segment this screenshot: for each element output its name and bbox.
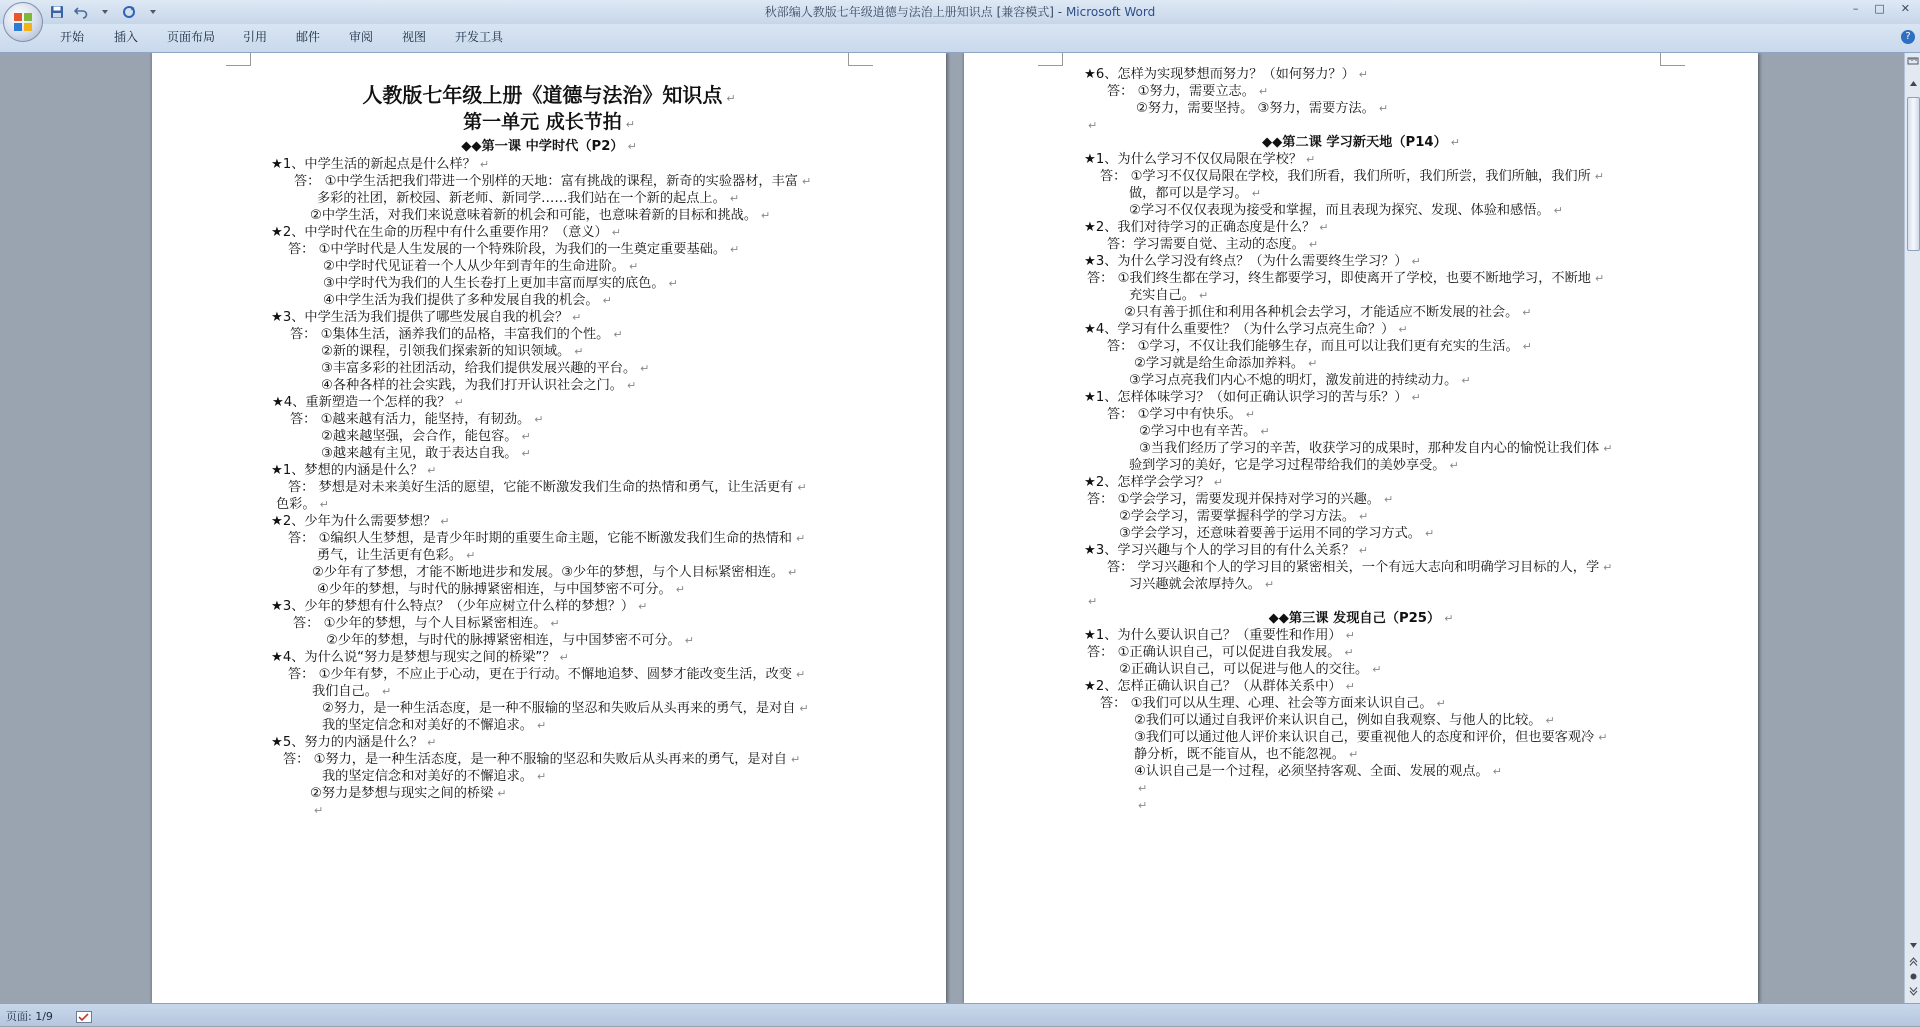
paragraph-mark: ↵ — [668, 277, 678, 290]
line-text: ★3、为什么学习没有终点？（为什么需要终生学习？） — [1084, 254, 1408, 269]
paragraph-mark: ↵ — [1553, 204, 1563, 217]
line-text: ③学会学习，还意味着要善于运用不同的学习方式。 — [1119, 526, 1421, 541]
title-bar — [0, 0, 1920, 24]
line-text: ②少年有了梦想，才能不断地进步和发展。③少年的梦想，与个人目标紧密相连。 — [312, 565, 785, 580]
line-text: 答： ①越来越有活力，能坚持，有韧劲。 — [290, 412, 531, 427]
office-logo-icon — [13, 12, 33, 32]
paragraph-mark: ↵ — [1308, 357, 1318, 370]
line-text: ★2、我们对待学习的正确态度是什么？ — [1084, 220, 1316, 235]
paragraph-mark: ↵ — [1264, 578, 1275, 591]
paragraph-mark: ↵ — [795, 532, 806, 545]
paragraph-mark: ↵ — [1398, 323, 1408, 336]
line-text: 答： ①正确认识自己，可以促进自我发展。 — [1087, 645, 1341, 660]
line-text: ★2、怎样正确认识自己？（从群体关系中） — [1084, 679, 1342, 694]
line-text: 答： ①少年有梦，不应止于心动，更在于行动。不懈地追梦、圆梦才能改变生活，改变 — [288, 667, 792, 682]
paragraph-mark: ↵ — [613, 328, 623, 341]
line-text: 答： ①少年的梦想，与个人目标紧密相连。 — [293, 616, 547, 631]
crop-mark — [226, 53, 251, 66]
vertical-scrollbar[interactable] — [1904, 53, 1920, 1003]
paragraph-mark: ↵ — [1138, 782, 1148, 795]
paragraph-mark: ↵ — [521, 430, 531, 443]
line-text: 答： ①中学时代是人生发展的一个特殊阶段，为我们的一生奠定重要基础。 — [288, 242, 727, 257]
paragraph-mark: ↵ — [730, 243, 740, 256]
paragraph-mark: ↵ — [1349, 748, 1359, 761]
paragraph-mark: ↵ — [574, 345, 584, 358]
paragraph-mark: ↵ — [534, 413, 544, 426]
line-text: ②努力是梦想与现实之间的桥梁 — [310, 786, 494, 801]
line-text: ★5、努力的内涵是什么？ — [271, 735, 424, 750]
line-text: ④中学生活为我们提供了多种发展自我的机会。 — [323, 293, 599, 308]
paragraph-mark: ↵ — [1345, 629, 1355, 642]
line-text: 答： ①我们终生都在学习，终生都要学习，即使离开了学校，也要不断地学习，不断地 — [1087, 271, 1591, 286]
tab-mailings[interactable]: 邮件 — [296, 30, 321, 44]
paragraph-mark: ↵ — [314, 804, 324, 817]
paragraph-mark: ↵ — [1213, 476, 1223, 489]
paragraph-mark: ↵ — [1358, 68, 1368, 81]
line-text: 色彩。 — [276, 497, 316, 512]
app-name: Microsoft Word — [1065, 5, 1156, 19]
text-line[interactable] — [1136, 99, 1388, 119]
text-line[interactable] — [1134, 762, 1502, 782]
line-text: 答： ①努力，是一种生活态度，是一种不服输的坚忍和失败后从头再来的勇气，是对自 — [283, 752, 787, 767]
line-text: 答： ①学习，不仅让我们能够生存，而且可以让我们更有充实的生活。 — [1107, 339, 1519, 354]
line-text: ②越来越坚强，会合作，能包容。 — [321, 429, 518, 444]
line-text: 我的坚定信念和对美好的不懈追求。 — [322, 769, 533, 784]
paragraph-mark: ↵ — [427, 736, 437, 749]
proofing-icon[interactable] — [76, 1008, 92, 1020]
line-text: ②中学生活，对我们来说意味着新的机会和可能，也意味着新的目标和挑战。 — [310, 208, 758, 223]
line-text: ③当我们经历了学习的辛苦，收获学习的成果时，那种发自内心的愉悦让我们体 — [1139, 441, 1600, 456]
line-text: 静分析，既不能盲从，也不能忽视。 — [1134, 747, 1345, 762]
line-text: ③越来越有主见，敢于表达自我。 — [321, 446, 518, 461]
document-heading[interactable] — [152, 83, 946, 111]
line-text: ★3、学习兴趣与个人的学习目的有什么关系？ — [1084, 543, 1355, 558]
paragraph-mark: ↵ — [559, 651, 569, 664]
paragraph-mark: ↵ — [1461, 374, 1471, 387]
line-text: ★2、少年为什么需要梦想？ — [271, 514, 437, 529]
line-text: ③丰富多彩的社团活动，给我们提供发展兴趣的平台。 — [321, 361, 637, 376]
paragraph-mark: ↵ — [1522, 306, 1532, 319]
line-text: ★1、为什么要认识自己？（重要性和作用） — [1084, 628, 1342, 643]
line-text: 答： 梦想是对未来美好生活的愿望，它能不断激发我们生命的热情和勇气，让生活更有 — [288, 480, 794, 495]
paragraph-mark: ↵ — [625, 118, 635, 131]
text-line[interactable] — [1129, 575, 1274, 595]
scroll-thumb[interactable] — [1907, 97, 1920, 251]
previous-page-button[interactable] — [1906, 957, 1920, 971]
paragraph-mark: ↵ — [790, 753, 801, 766]
paragraph-mark: ↵ — [1603, 561, 1613, 574]
paragraph-mark: ↵ — [799, 702, 809, 715]
line-text: 答： ①努力，需要立志。 — [1107, 84, 1255, 99]
ruler-icon — [1907, 55, 1919, 67]
line-text: ②努力，需要坚持。 ③努力，需要方法。 — [1136, 101, 1375, 116]
window-title — [0, 3, 1920, 20]
paragraph-mark: ↵ — [1411, 255, 1421, 268]
line-text: ◆◆第一课 中学时代（P2） — [461, 139, 624, 154]
paragraph-mark: ↵ — [761, 209, 771, 222]
line-text: ②学习中也有辛苦。 — [1139, 424, 1257, 439]
line-text: 习兴趣就会浓厚持久。 — [1129, 577, 1261, 592]
paragraph-mark: ↵ — [638, 600, 648, 613]
paragraph-mark: ↵ — [788, 566, 798, 579]
select-browse-object-button[interactable] — [1906, 972, 1920, 986]
paragraph-mark: ↵ — [626, 379, 637, 392]
paragraph-mark: ↵ — [521, 447, 531, 460]
close-button[interactable]: ✕ — [1900, 2, 1910, 15]
tab-insert[interactable]: 插入 — [114, 30, 139, 44]
paragraph-mark: ↵ — [1345, 680, 1355, 693]
paragraph-mark: ↵ — [454, 396, 464, 409]
paragraph-mark: ↵ — [1411, 391, 1421, 404]
document-heading[interactable] — [152, 110, 946, 137]
paragraph-mark: ↵ — [1308, 238, 1319, 251]
document-page-2[interactable] — [964, 53, 1758, 1003]
tab-home[interactable]: 开始 — [60, 30, 85, 44]
crop-mark — [848, 53, 873, 66]
tab-view[interactable]: 视图 — [402, 30, 427, 44]
paragraph-mark: ↵ — [726, 92, 736, 105]
paragraph-mark: ↵ — [572, 311, 582, 324]
line-text: ★2、怎样学会学习？ — [1084, 475, 1210, 490]
paragraph-mark: ↵ — [1138, 799, 1148, 812]
paragraph-mark: ↵ — [801, 175, 812, 188]
ribbon-tab-bar — [0, 24, 1920, 53]
paragraph-mark: ↵ — [1424, 527, 1435, 540]
paragraph-mark: ↵ — [1449, 459, 1459, 472]
tab-references[interactable]: 引用 — [243, 30, 268, 44]
line-text: 我的坚定信念和对美好的不懈追求。 — [322, 718, 533, 733]
paragraph-mark: ↵ — [1372, 663, 1382, 676]
line-text: ★1、怎样体味学习？（如何正确认识学习的苦与乐？） — [1084, 390, 1408, 405]
line-text: ②少年的梦想，与时代的脉搏紧密相连，与中国梦密不可分。 — [326, 633, 681, 648]
maximize-button[interactable]: □ — [1874, 2, 1885, 15]
paragraph-mark: ↵ — [795, 668, 806, 681]
line-text: ★1、梦想的内涵是什么？ — [271, 463, 424, 478]
paragraph-mark: ↵ — [1378, 102, 1389, 115]
double-arrow-down-icon — [1909, 987, 1918, 996]
document-area[interactable] — [0, 53, 1904, 1003]
paragraph-mark: ↵ — [1594, 272, 1605, 285]
line-text: 第一单元 成长节拍 — [463, 111, 622, 133]
paragraph-mark: ↵ — [1383, 493, 1394, 506]
paragraph-mark: ↵ — [628, 260, 639, 273]
title-separator: - — [1053, 5, 1066, 19]
paragraph-mark: ↵ — [466, 549, 476, 562]
paragraph-mark: ↵ — [381, 685, 392, 698]
scroll-down-button[interactable] — [1906, 941, 1920, 955]
text-line[interactable] — [288, 478, 807, 498]
text-line[interactable] — [310, 784, 506, 804]
tab-developer[interactable]: 开发工具 — [455, 30, 504, 44]
line-text: ②学习不仅仅表现为接受和掌握，而且表现为探究、发现、体验和感悟。 — [1129, 203, 1550, 218]
document-title: 秋部编人教版七年级道德与法治上册知识点 [兼容模式] — [764, 5, 1054, 19]
lesson-heading[interactable] — [152, 137, 946, 157]
paragraph-mark: ↵ — [1545, 714, 1555, 727]
paragraph-mark: ↵ — [479, 158, 490, 171]
paragraph-mark: ↵ — [1258, 85, 1269, 98]
line-text: ★4、学习有什么重要性？（为什么学习点亮生命？） — [1084, 322, 1395, 337]
paragraph-mark: ↵ — [537, 770, 547, 783]
line-text: ★3、少年的梦想有什么特点？（少年应树立什么样的梦想？） — [271, 599, 635, 614]
line-text: ◆◆第三课 发现自己（P25） — [1268, 611, 1441, 626]
line-text: 答： ①中学生活把我们带进一个别样的天地：富有挑战的课程，新奇的实验器材，丰富 — [294, 174, 798, 189]
help-icon[interactable]: ? — [1901, 30, 1915, 44]
line-text: ②努力，是一种生活态度，是一种不服输的坚忍和失败后从头再来的勇气，是对自 — [322, 701, 796, 716]
paragraph-mark: ↵ — [1260, 425, 1270, 438]
paragraph-mark: ↵ — [550, 617, 560, 630]
paragraph-mark: ↵ — [640, 362, 650, 375]
paragraph-mark: ↵ — [1603, 442, 1613, 455]
window-controls — [1853, 2, 1910, 15]
line-text: 多彩的社团，新校园、新老师、新同学……我们站在一个新的起点上。 — [317, 191, 726, 206]
paragraph-mark: ↵ — [729, 192, 740, 205]
line-text: 答： ①学会学习，需要发现并保持对学习的兴趣。 — [1087, 492, 1380, 507]
text-line[interactable] — [310, 801, 323, 821]
paragraph-mark: ↵ — [1251, 187, 1261, 200]
paragraph-mark: ↵ — [1306, 153, 1316, 166]
paragraph-mark: ↵ — [1522, 340, 1532, 353]
browse-object-icon — [1909, 972, 1918, 981]
line-text: 充实自己。 — [1129, 288, 1195, 303]
tab-review[interactable]: 审阅 — [349, 30, 374, 44]
paragraph-mark: ↵ — [1319, 221, 1329, 234]
line-text: ③学习点亮我们内心不熄的明灯，激发前进的持续动力。 — [1129, 373, 1458, 388]
line-text: ②中学时代见证着一个人从少年到青年的生命进阶。 — [323, 259, 625, 274]
line-text: ★1、为什么学习不仅仅局限在学校？ — [1084, 152, 1303, 167]
line-text: 验到学习的美好，它是学习过程带给我们的美妙享受。 — [1129, 458, 1446, 473]
paragraph-mark: ↵ — [797, 481, 807, 494]
line-text: ③中学时代为我们的人生长卷打上更加丰富而厚实的底色。 — [323, 276, 665, 291]
paragraph-mark: ↵ — [1358, 544, 1368, 557]
line-text: ★4、重新塑造一个怎样的我？ — [272, 395, 451, 410]
line-text: ②新的课程，引领我们探索新的知识领域。 — [321, 344, 571, 359]
line-text: ②只有善于抓住和利用各种机会去学习，才能适应不断发展的社会。 — [1124, 305, 1519, 320]
paragraph-mark: ↵ — [440, 515, 450, 528]
paragraph-mark: ↵ — [1436, 697, 1446, 710]
line-text: ②学习就是给生命添加养料。 — [1134, 356, 1305, 371]
double-arrow-up-icon — [1909, 957, 1918, 966]
line-text: ◆◆第二课 学习新天地（P14） — [1262, 135, 1447, 150]
page-number-status[interactable]: 页面: 1/9 — [6, 1010, 53, 1023]
paragraph-mark: ↵ — [1594, 170, 1604, 183]
line-text: ★1、中学生活的新起点是什么样？ — [271, 157, 476, 172]
line-text: 答： ①集体生活，涵养我们的品格，丰富我们的个性。 — [290, 327, 610, 342]
arrow-up-icon — [1909, 79, 1918, 88]
line-text: ③我们可以通过他人评价来认识自己，要重视他人的态度和评价，但也要客观冷 — [1134, 730, 1595, 745]
tab-page-layout[interactable]: 页面布局 — [167, 30, 216, 44]
line-text: 我们自己。 — [312, 684, 378, 699]
line-text: 答： 学习兴趣和个人的学习目的紧密相关，一个有远大志向和明确学习目标的人，学 — [1107, 560, 1600, 575]
paragraph-mark: ↵ — [627, 140, 637, 153]
minimize-button[interactable]: – — [1852, 2, 1859, 15]
document-page-1[interactable] — [152, 53, 946, 1003]
paragraph-mark: ↵ — [1444, 612, 1454, 625]
paragraph-mark: ↵ — [1198, 289, 1209, 302]
paragraph-mark: ↵ — [319, 498, 329, 511]
line-text: ★4、为什么说“努力是梦想与现实之间的桥梁”？ — [271, 650, 556, 665]
next-page-button[interactable] — [1906, 987, 1920, 1001]
paragraph-mark: ↵ — [537, 719, 547, 732]
line-text: 答： ①学习中有快乐。 — [1107, 407, 1242, 422]
paragraph-mark: ↵ — [1088, 119, 1098, 132]
line-text: 答： ①编织人生梦想，是青少年时期的重要生命主题，它能不断激发我们生命的热情和 — [288, 531, 792, 546]
line-text: ★2、中学时代在生命的历程中有什么重要作用？（意义） — [271, 225, 608, 240]
paragraph-mark: ↵ — [1492, 765, 1502, 778]
paragraph-mark: ↵ — [611, 226, 621, 239]
line-text: ★6、怎样为实现梦想而努力？（如何努力？） — [1084, 67, 1355, 82]
text-line[interactable] — [1134, 796, 1147, 816]
line-text: 答：学习需要自觉、主动的态度。 — [1107, 237, 1305, 252]
line-text: ④少年的梦想，与时代的脉搏紧密相连，与中国梦密不可分。 — [317, 582, 672, 597]
scroll-up-button[interactable] — [1906, 79, 1920, 93]
line-text: ②正确认识自己，可以促进与他人的交往。 — [1119, 662, 1369, 677]
line-text: 答： ①我们可以从生理、心理、社会等方面来认识自己。 — [1100, 696, 1433, 711]
paragraph-mark: ↵ — [1088, 595, 1098, 608]
line-text: 做，都可以是学习。 — [1129, 186, 1248, 201]
paragraph-mark: ↵ — [1359, 510, 1369, 523]
crop-mark — [1038, 53, 1063, 66]
paragraph-mark: ↵ — [1598, 731, 1608, 744]
line-text: 答： ①学习不仅仅局限在学校，我们所看，我们所听，我们所尝，我们所触，我们所 — [1100, 169, 1591, 184]
paragraph-mark: ↵ — [1344, 646, 1354, 659]
ruler-toggle-button[interactable] — [1906, 55, 1920, 69]
paragraph-mark: ↵ — [675, 583, 685, 596]
line-text: 勇气，让生活更有色彩。 — [317, 548, 463, 563]
paragraph-mark: ↵ — [497, 787, 507, 800]
paragraph-mark: ↵ — [1245, 408, 1255, 421]
paragraph-mark: ↵ — [1450, 136, 1460, 149]
crop-mark — [1660, 53, 1685, 66]
line-text: 人教版七年级上册《道德与法治》知识点 — [362, 83, 723, 107]
line-text: ★3、中学生活为我们提供了哪些发展自我的机会？ — [271, 310, 569, 325]
paragraph-mark: ↵ — [684, 634, 694, 647]
arrow-down-icon — [1909, 941, 1918, 950]
status-bar — [0, 1003, 1920, 1026]
office-button[interactable] — [3, 2, 43, 42]
line-text: ②学会学习，需要掌握科学的学习方法。 — [1119, 509, 1356, 524]
paragraph-mark: ↵ — [427, 464, 437, 477]
line-text: ④各种各样的社会实践，为我们打开认识社会之门。 — [321, 378, 623, 393]
line-text: ④认识自己是一个过程，必须坚持客观、全面、发展的观点。 — [1134, 764, 1489, 779]
paragraph-mark: ↵ — [602, 294, 612, 307]
line-text: ②我们可以通过自我评价来认识自己，例如自我观察、与他人的比较。 — [1134, 713, 1542, 728]
